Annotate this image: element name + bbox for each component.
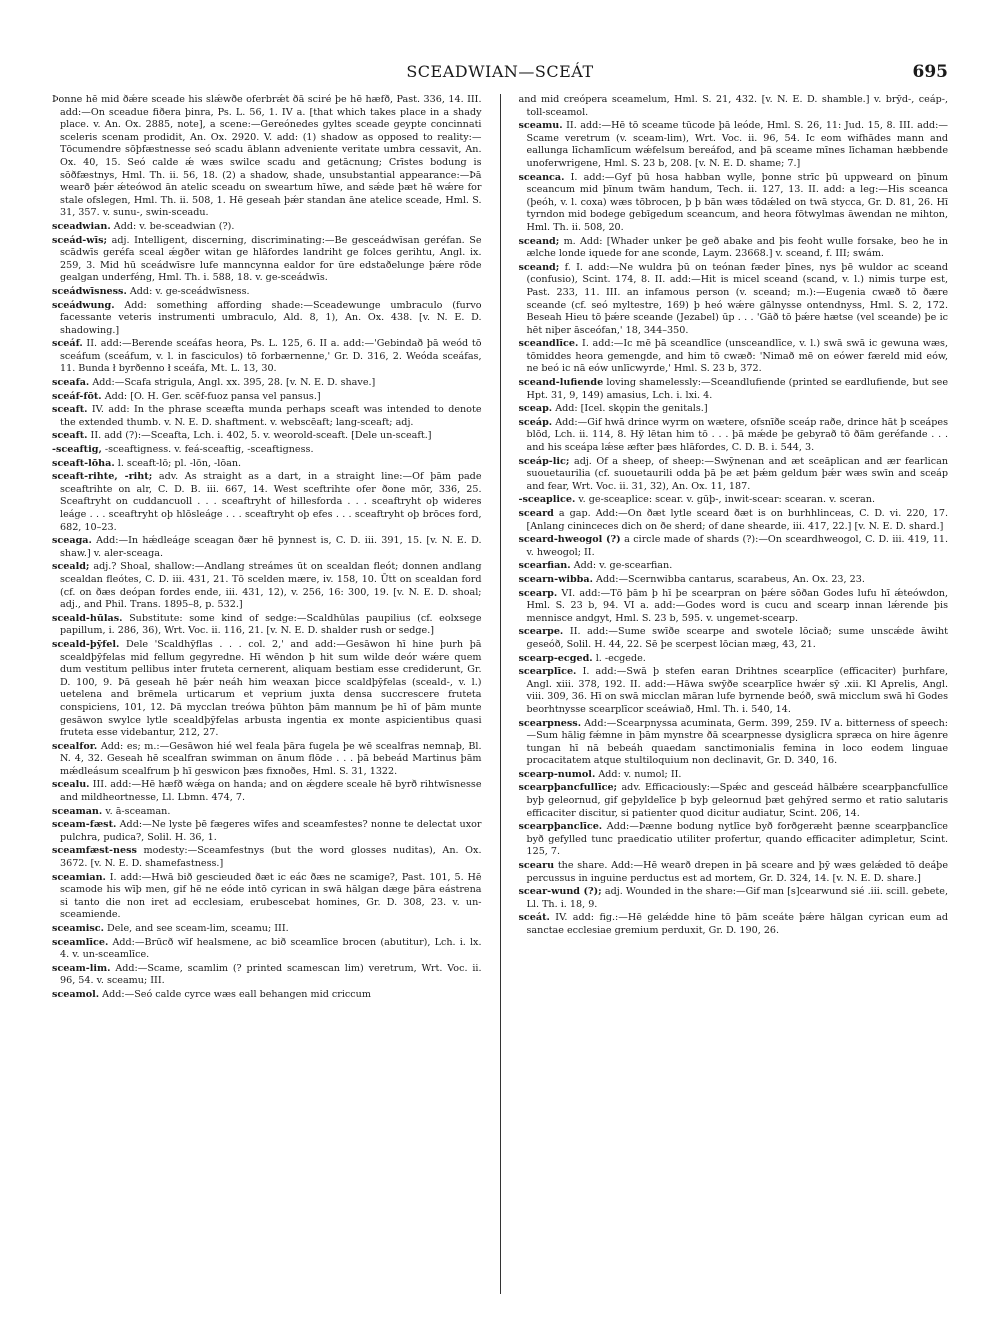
dictionary-columns xyxy=(52,94,948,1294)
entry-headword: sceaft. xyxy=(52,430,88,442)
dictionary-entry xyxy=(52,535,482,560)
entry-headword: sceáp-lic; xyxy=(518,455,570,467)
entry-headword: sceap. xyxy=(518,403,553,415)
entry-text: Add: es; m.:—Gesāwon hié wel feala þāra fugela þe wē scealfras nemnaþ, Bl. N. 4, 32. Geseah hē scealfran swimman on ānum flōde . . . þā bebeád Martinus þām mǽdleásum scealfrum þ hī geswicon þæs fixnoðes, Hml. S. 31, 1322. xyxy=(60,740,482,777)
entry-text: adj.? Shoal, shallow:—Andlang streámes ūt on scealdan fleót; donnen andlang scealdan fleótes, C. D. iii. 431, 21. Tō scelden mære, iv. 158, 10. Ūtt on scealdan ford (cf. on ðæs deópan fordes ende, iii. 431, 12), v. 256, 16: 300, 19. [v. N. E. D. shoal; adj., and Phil. Trans. 1895–8, p. 532.] xyxy=(60,561,482,611)
entry-text: the share. Add:—Hē wearð drepen in þā sceare and þȳ wæs gelǽded tō deáþe percussus in inguine perductus est ad mortem, Gr. D. 324, 14. [v. N. E. D. share.] xyxy=(526,860,949,884)
entry-text: Dele, and see sceam-lim, sceamu; III. xyxy=(107,923,289,934)
entry-text: Add:—Scafa strigula, Angl. xx. 395, 28. [v. N. E. D. shave.] xyxy=(92,377,376,389)
entry-headword: scearu xyxy=(518,860,555,872)
dictionary-entry xyxy=(52,561,482,611)
entry-text: Add:—Seó calde cyrce wæs eall behangen mid criccum xyxy=(102,988,371,1000)
entry-headword: sceard-hweogol (?) xyxy=(518,534,621,546)
dictionary-entry xyxy=(519,534,949,559)
dictionary-entry xyxy=(519,886,949,911)
entry-headword: scearp-numol. xyxy=(518,768,596,780)
entry-headword: sceamfæst-ness xyxy=(52,845,137,857)
entry-text: II. add:—Hē tō sceame tūcode þā leóde, Hml. S. 26, 11: Jud. 15, 8. III. add:—Scame veretrum (v. sceam-lim), Wrt. Voc. ii. 96, 54. Ic eom wifhādes mann and eallunga līchamlīcum wǽfelsum bereáfod, and þā sceame mīnes līchaman hæbbende unoferwrigene, Hml. S. 23 b, 208. [v. N. E. D. shame; 7.] xyxy=(526,120,949,169)
entry-text: -sceaftigness. v. feá-sceaftig, -sceaftigness. xyxy=(104,444,314,456)
entry-text: Add:—Scame, scamlim (? printed scamescan lim) veretrum, Wrt. Voc. ii. 96, 54. v. sceamu; III. xyxy=(60,962,482,987)
dictionary-entry xyxy=(52,94,482,220)
entry-text: I. add:—Swā þ stefen earan Drihtnes scearplīce (efficaciter) þurhfare, Angl. xiii. 378, 192. II. add:—Hāwa swȳðe scearplīce hwǽr sȳ .xii. Kl Aprelis, Angl. viii. 309, 36. Hī on swā micclan māran lufe byrnende beóð, swā micclum swā hī Godes beorhtnysse scearplīcor sceáwiað, Hml. Th. i. 540, 14. xyxy=(526,666,949,715)
entry-text: Substitute: some kind of sedge:—Scaldhūlas paupilius (cf. eolxsege papillum, i. 286, 36), Wrt. Voc. ii. 116, 21. [v. N. E. D. shalder rush or sedge.] xyxy=(60,612,482,637)
entry-text: f. I. add:—Ne wuldra þū on teónan fæder þīnes, nys þē wuldor ac sceand (confusio), Scint. 174, 8. II. add:—Hit is micel sceand (scand, v. l.) nimis turpe est, Past. 233, 11. III. an infamous person (v. sceand; m.):—Eugenia cwæð tō ðære sceande (cf. seó myltestre, 169) þ heó wǽre gālnysse ontendnyss, Hml. S. 2, 172. Beseah Hieu tō þǽre sceande (Jezabel) ūp . . . 'Gāð tō þǽre hætse (vel sceande) þe ic hēt niþer āsceófan,' 18, 344–350. xyxy=(526,261,949,336)
entry-text: m. Add: [Whader unker þe geð abake and þis feoht wulle forsake, beo he in ælche londe iquede for ane sconde, Laym. 23668.] v. sceand, f. III; swám. xyxy=(526,235,949,260)
dictionary-entry xyxy=(52,741,482,779)
dictionary-entry xyxy=(519,338,949,376)
entry-headword: scearp. xyxy=(518,587,558,599)
entry-headword: sceafa. xyxy=(52,377,90,389)
dictionary-entry xyxy=(519,403,949,416)
dictionary-entry xyxy=(519,769,949,782)
entry-headword: sceandlīce. xyxy=(518,338,579,350)
entry-text: v. ā-sceaman. xyxy=(105,805,171,817)
dictionary-entry xyxy=(52,819,482,844)
entry-text: I. add:—Gyf þū hosa habban wylle, þonne strīc þū uppweard on þīnum sceancum mid þīnum twām handum, Tech. ii. 127, 13. II. add: a leg:—His sceanca (þeóh, v. l. coxa) wæs tōbrocen, þ þ bān wæs tōdǽled on twā stycca, Gr. D. 81, 26. Hī tyrndon mid bodege gebīgedum sceancum, and heora fōtwylmas āwendan ne mihton, Hml. Th. ii. 508, 20. xyxy=(526,171,949,233)
entry-text: a gap. Add:—On ðæt lytle sceard ðæt is on burhhlinceas, C. D. vi. 220, 17. [Anlang cininceces dich on ðe sherd; of dane shearde, iii. 417, 22.] [v. N. E. D. shard.] xyxy=(526,508,948,532)
dictionary-entry xyxy=(519,560,949,573)
entry-headword: sceamian. xyxy=(52,871,106,883)
entry-text: loving shamelessly:—Sceandlufiende (printed se eardlufiende, but see Hpt. 31, 9, 149) amasius, Lch. i. lxi. 4. xyxy=(526,377,949,401)
dictionary-entry xyxy=(52,391,482,404)
entry-headword: sceadwian. xyxy=(52,220,111,232)
dictionary-entry xyxy=(52,430,482,443)
entry-headword: sceamisc. xyxy=(52,923,104,934)
entry-headword: scearplīce. xyxy=(518,666,577,678)
dictionary-entry xyxy=(52,806,482,819)
entry-text: v. ge-sceaplice: scear. v. gūþ-, inwit-scear: scearan. v. sceran. xyxy=(578,494,875,506)
entry-headword: sceád-wīs; xyxy=(52,234,108,246)
dictionary-entry xyxy=(519,456,949,494)
entry-headword: sceald; xyxy=(52,561,90,573)
entry-text: adj. Of a sheep, of sheep:—Swȳnenan and æt sceāplican and ær fearlican suouetaurilia (cf. suouetaurili odda þā þe æt þǽm geldum þǽr wæs swīn and sceáp and fear, Wrt. Voc. ii. 31, 32), An. Ox. 11, 187. xyxy=(526,455,949,492)
entry-headword: sceamlīce. xyxy=(52,936,109,948)
dictionary-entry xyxy=(52,779,482,804)
entry-headword: sceald-hūlas. xyxy=(52,612,123,624)
entry-headword: sceanca. xyxy=(518,171,565,183)
entry-text: III. add:—Hē hæfð wǽga on handa; and on ǽgdere sceale hē byrð rihtwīsnesse and mildheortnesse, Ll. Lbmn. 474, 7. xyxy=(60,779,482,804)
dictionary-entry xyxy=(52,338,482,376)
entry-text: II. add:—Sume swīðe scearpe and swotele lōciað; sume unscǽde āwiht geseóð, Solil. H. 44, 22. Sē þe scerpest lōcian mæg, 43, 21. xyxy=(526,626,948,650)
dictionary-entry xyxy=(519,821,949,859)
entry-text: Add:—Gif hwā drince wyrm on wætere, ofsnīðe sceáp raðe, drince hāt þ sceápes blōd, Lch. ii. 114, 8. Hȳ lētan him tō . . . þā mǽde þe gebyrað tō ðām geréfande . . . and his sceápa lǽse æfter þæs hlāfordes, C. D. B. i. 544, 3. xyxy=(526,416,949,454)
entry-headword: -sceaplice. xyxy=(518,494,576,506)
entry-text: II. add:—Berende sceáfas heora, Ps. L. 125, 6. II a. add:—'Gebindað þā weód tō sceáfum (sceáfum, v. l. in fasciculos) tō forbærnenne,' Gr. D. 316, 2. Weóda sceáfas, 11. Bunda ł byrðenno ł sceáfa, Mt. L. 13, 30. xyxy=(60,338,482,375)
dictionary-entry xyxy=(52,613,482,638)
column-divider xyxy=(500,94,501,1294)
entry-text: Add: [O. H. Ger. scēf-fuoz pansa vel pansus.] xyxy=(104,390,321,402)
dictionary-entry xyxy=(519,236,949,261)
entry-text: IV. add: fig.:—Hē gelǽdde hine tō þām sceáte þǽre hālgan cyrican eum ad sanctae ecclesiae gremium perduxit, Gr. D. 190, 26. xyxy=(526,912,948,936)
entry-headword: sceaft-lōha. xyxy=(52,457,115,469)
dictionary-entry xyxy=(52,963,482,988)
dictionary-entry xyxy=(519,508,949,533)
entry-headword: sceam-lim. xyxy=(52,962,111,974)
entry-headword: scearpe. xyxy=(518,626,564,638)
dictionary-entry xyxy=(52,471,482,534)
dictionary-entry xyxy=(519,494,949,507)
entry-headword: sceand; xyxy=(518,261,560,273)
dictionary-entry xyxy=(519,120,949,170)
entry-text: Add:—Ne lyste þē fægeres wīfes and sceamfestes? nonne te delectat uxor pulchra, pudica?, Solil. H. 36, 1. xyxy=(60,819,482,843)
entry-text: I. add:—Ic mē þā sceandlīce (unsceandlīce, v. l.) swā swā ic gewuna wæs, tōmiddes heora gemengde, and him tō cwæð: 'Nimað mē on eówer færeld mid eów, ne beó ic nā eów unlīcwyrde,' Hml. S. 23 b, 372. xyxy=(526,338,949,375)
entry-text: Add: something affording shade:—Sceadewunge umbraculo (furvo facessante veteris instrumenti umbraculo, Ald. 8, 1), An. Ox. 438. [v. N. E. D. shadowing.] xyxy=(60,299,482,336)
entry-text: IV. add: In the phrase sceæfta munda perhaps sceaft was intended to denote the extended thumb. v. N. E. D. shaftment. v. webscēaft; lang-sceaft; adj. xyxy=(60,404,482,428)
entry-text: adj. Intelligent, discerning, discriminating:—Be gesceádwīsan geréfan. Se scādwīs geréfa sceal ǽgðer witan ge hlāfordes landriht ge folces gerihtu, Angl. ix. 259, 3. Mid hū sceádwīsre lufe manncynna ealdor for ūre edstaðelunge þǽre rōde gealgan underféng, Hml. Th. i. 588, 18. v. ge-sceádwīs. xyxy=(60,234,482,284)
entry-text: I. add:—Hwā bið gescieuded ðæt ic eác ðæs ne scamige?, Past. 101, 5. Hē scamode his wīþ men, gif hē ne eóde intō cyrican in swā hālgan dæge þāra eástrena si tanto die non iret ad ecclesiam, erubescebat homines, Gr. D. 308, 23. v. un-sceamiende. xyxy=(60,871,482,921)
entry-text: Add: [Icel. skǫpin the genitals.] xyxy=(555,403,708,415)
entry-headword: sceamol. xyxy=(52,988,100,1000)
dictionary-entry xyxy=(519,782,949,820)
entry-text: Add:—Þænne bodung nytlīce byð forðgeræht þænne scearpþanclīce byð gefylled tunc praedicatio utiliter profertur, quando efficaciter adimpletur, Scint. 125, 7. xyxy=(526,821,949,858)
entry-headword: sceádwung. xyxy=(52,299,115,311)
entry-headword: scear-wund (?); xyxy=(518,886,602,898)
entry-headword: sceaga. xyxy=(52,535,92,547)
entry-headword: sceand-lufiende xyxy=(518,377,604,389)
dictionary-entry xyxy=(519,588,949,626)
entry-headword: sceáf. xyxy=(52,338,83,350)
dictionary-entry xyxy=(52,872,482,922)
entry-text: Add: v. ge-scearfian. xyxy=(573,560,673,572)
entry-headword: scearfian. xyxy=(518,560,571,572)
dictionary-entry xyxy=(52,404,482,429)
entry-text: Add: v. numol; II. xyxy=(598,768,682,780)
entry-text: Add:—Brūcð wīf healsmene, ac bið sceamlīce brocen (abutitur), Lch. i. lx. 4. v. un-sceamlīce. xyxy=(60,936,482,961)
entry-headword: scearpness. xyxy=(518,717,582,729)
entry-text: l. -ecgede. xyxy=(595,652,646,664)
entry-text: Add:—In hǽdleáge sceagan ðær hē þynnest is, C. D. iii. 391, 15. [v. N. E. D. shaw.] v. aler-sceaga. xyxy=(60,535,482,559)
entry-text: II. add (?):—Sceafta, Lch. i. 402, 5. v. weorold-sceaft. [Dele un-sceaft.] xyxy=(90,430,432,442)
entry-text: Dele 'Scaldhȳflas . . . col. 2,' and add:—Gesāwon hī hine þurh þā scealdþȳfelas mid fellum gegyredne. Hī wēndon þ hit sum wilde deór wǽre quem dum vestitum pellibus inter fruteta cernerent, aliquam bestiam esse crediderunt, Gr. D. 100, 9. Þā geseah hē þǽr neáh him weaxan þicce scaldþȳfelas (sceald-, v. l.) uetelena and brēmela urticarum et veprium juxta densa succrescere fruteta conspiciens, 101, 12. Þā mycclan treówa þūhton þām mannum þe hī of þām munte gesāwon swylce lytle scealdþȳfelas arbusta ingentia ex monte aspicientibus quasi fruteta esse videbantur, 212, 27. xyxy=(60,638,482,739)
entry-headword: scearpþancfullīce; xyxy=(518,782,618,794)
entry-headword: sceáf-fōt. xyxy=(52,390,102,402)
entry-headword: sceát. xyxy=(518,912,550,924)
entry-headword: sceádwīsness. xyxy=(52,285,127,297)
dictionary-entry xyxy=(52,235,482,285)
entry-text: and mid creópera sceamelum, Hml. S. 21, 432. [v. N. E. D. shamble.] v. brȳd-, ceáp-, toll-sceamol. xyxy=(518,94,949,118)
entry-text: l. sceaft-lō; pl. -lōn, -lōan. xyxy=(117,457,242,469)
dictionary-entry xyxy=(519,860,949,885)
entry-text: modesty:—Sceamfestnys (but the word glosses nuditas), An. Ox. 3672. [v. N. E. D. shamefastness.] xyxy=(60,845,482,870)
entry-headword: -sceaftig, xyxy=(52,444,102,456)
entry-headword: sceald-þȳfel. xyxy=(52,638,120,650)
entry-headword: scealfor. xyxy=(52,740,98,752)
dictionary-entry xyxy=(519,912,949,937)
dictionary-entry xyxy=(519,666,949,716)
entry-headword: sceaft. xyxy=(52,404,88,416)
entry-headword: sceáp. xyxy=(518,416,553,428)
dictionary-entry xyxy=(52,989,482,1002)
entry-headword: sceaman. xyxy=(52,805,103,817)
left-column xyxy=(52,94,482,1294)
entry-headword: sceaft-rihte, -riht; xyxy=(52,471,153,483)
entry-text: adv. As straight as a dart, in a straight line:—Of þām pade sceaftrihte on alr, C. D. B. iii. 667, 14. West sceftrihte ofer ðone mōr, 336, 25. Sceaftryht on cuddancuoll . . . sceaftryht of hillesforda . . . sceaftryht oþ wideres leáge . . . sceaftryht oþ hlōsleáge . . . sceaftryht oþ efes . . . sceaftryht oþ brōces ford, 682, 10–23. xyxy=(60,471,482,533)
dictionary-entry xyxy=(519,417,949,455)
page-number: 695 xyxy=(912,62,948,82)
dictionary-entry xyxy=(519,94,949,119)
entry-headword: sceard xyxy=(518,508,554,519)
entry-text: a circle made of shards (?):—On sceardhweogol, C. D. iii. 419, 11. v. hweogol; II. xyxy=(526,534,949,558)
dictionary-entry xyxy=(52,639,482,740)
entry-text: VI. add:—Tō þām þ hī þe scearpran on þǽre sōðan Godes lufu hī ǽteówdon, Hml. S. 23 b, 94. VI a. add:—Godes word is cucu and scearp innan lǽrende þis mennisce andgyt, Hml. S. 23 b, 595. v. ungemet-scearp. xyxy=(526,587,949,624)
dictionary-entry xyxy=(52,286,482,299)
dictionary-entry xyxy=(519,262,949,338)
entry-text: Add:—Scearpnyssa acuminata, Germ. 399, 259. IV a. bitterness of speech:—Sum hālig fǽmne in þām mynstre ðā scearpnesse dysiglicra spræca on hire āgenre tungan hī nā bebeáh quaedam sanctimonialis femina in loco eodem linguae procacitatem atque stultiloquium non declinavit, Gr. D. 340, 16. xyxy=(526,717,949,767)
entry-headword: scearp-ecged. xyxy=(518,652,593,664)
entry-text: Add:—Scernwibba cantarus, scarabeus, An. Ox. 23, 23. xyxy=(596,573,865,585)
dictionary-entry xyxy=(52,937,482,962)
entry-text: Þonne hē mid ðǽre sceade his slǽwðe oferbrǽt ðā sciré þe hē hæfð, Past. 336, 14. III. add:—On sceadue fiðera þinra, Ps. L. 56, 1. IV a. [that which takes place in a shady place. v. An. Ox. 2885, note], a scene:—Gereónedes gyltes sceade geypte concinnati sceleris scenam prodidit, An. Ox. 2920. V. add: (1) shadow as opposed to reality:—Tōcumendre sōþfæstnesse seó scadu āblann adveniente veritate umbra cessavit, An. Ox. 40, 15. Seó calde ǽ wæs swilce scadu and getācnung; Crīstes bodung is sōðfæstnys, Hml. Th. ii. 56, 18. (2) a shadow, shade, unsubstantial appearance:—Þā wearð þǽr ǽteówod ān atelic sceadu on sweartum hīwe, and sǽde þæt hē wǽre for stale ofslegen, Hml. Th. ii. 508, 1. Hē geseah þǽr standan āne atelice sceade, Hml. S. 31, 357. v. sunu-, swin-sceadu. xyxy=(52,94,482,219)
dictionary-entry xyxy=(52,221,482,234)
entry-headword: scearpþanclīce. xyxy=(518,821,603,833)
dictionary-entry xyxy=(52,845,482,870)
dictionary-entry xyxy=(519,653,949,666)
entry-headword: sceamu. xyxy=(518,120,563,132)
dictionary-entry xyxy=(52,300,482,338)
entry-headword: scearn-wibba. xyxy=(518,573,593,585)
entry-text: adj. Wounded in the share:—Gif man [s]cearwund sié .iii. scill. gebete, Ll. Th. i. 18, 9. xyxy=(526,886,949,910)
dictionary-entry xyxy=(52,923,482,936)
page-header xyxy=(52,62,948,84)
dictionary-entry xyxy=(52,444,482,457)
dictionary-entry xyxy=(519,626,949,651)
dictionary-entry xyxy=(52,377,482,390)
entry-headword: sceam-fæst. xyxy=(52,819,117,831)
dictionary-entry xyxy=(519,574,949,587)
dictionary-entry xyxy=(519,377,949,402)
entry-text: adv. Efficaciously:—Spǽc and gesceád hālbǽre scearpþancfullīce byþ geleornud, gif geþyldelīce þ byþ geleornud þæt gehȳred sermo et ratio salutaris efficaciter discitur, si patienter quod dicitur audiatur, Scint. 206, 14. xyxy=(526,782,949,819)
entry-headword: sceand; xyxy=(518,235,560,247)
entry-text: Add: v. be-sceadwian (?). xyxy=(113,220,235,232)
dictionary-entry xyxy=(519,172,949,235)
dictionary-entry xyxy=(52,458,482,471)
dictionary-entry xyxy=(519,718,949,768)
running-head: SCEADWIAN—SCEÁT xyxy=(406,62,594,81)
entry-text: Add: v. ge-sceádwīsness. xyxy=(129,285,250,297)
right-column xyxy=(519,94,949,1294)
entry-headword: scealu. xyxy=(52,779,90,791)
